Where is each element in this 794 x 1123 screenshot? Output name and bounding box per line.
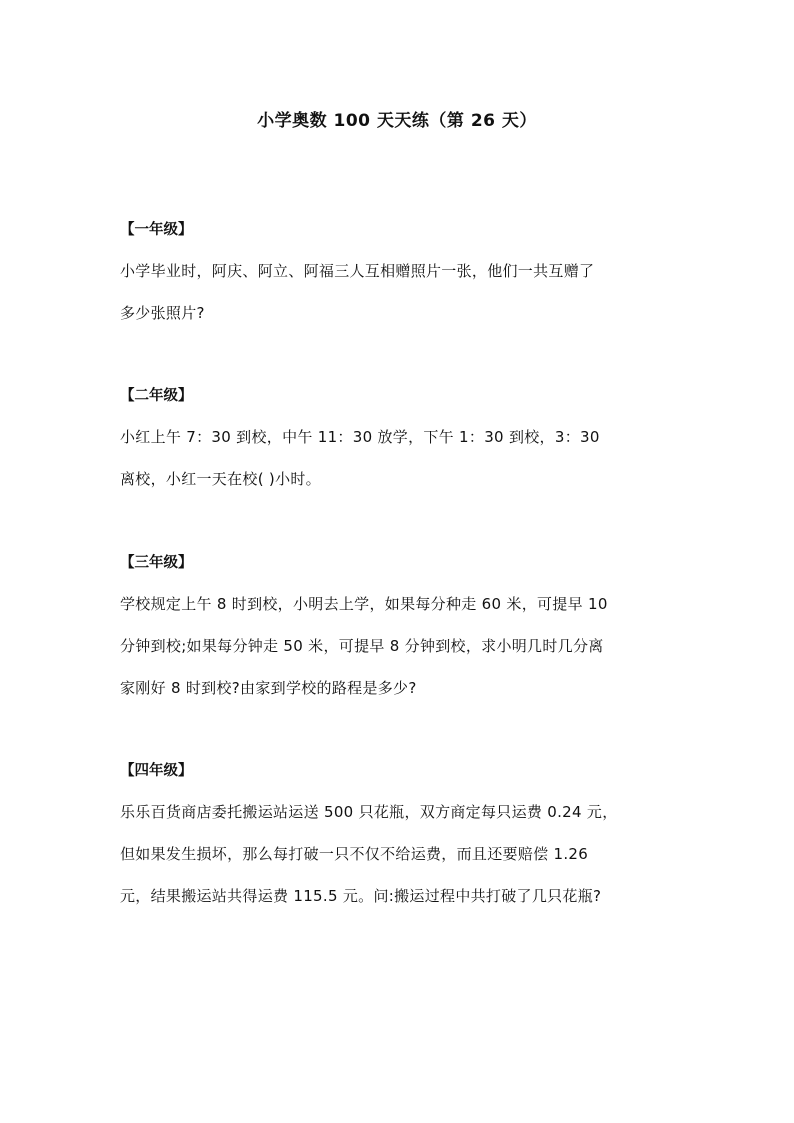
problem-text-line: 离校，小红一天在校( )小时。 xyxy=(120,470,321,488)
problem-text-line: 多少张照片? xyxy=(120,304,205,322)
grade-heading: 【三年级】 xyxy=(120,555,193,571)
section-grade-2 xyxy=(120,385,700,511)
problem-text-line: 元，结果搬运站共得运费 115.5 元。问:搬运过程中共打破了几只花瓶? xyxy=(120,887,602,905)
section-grade-3 xyxy=(120,552,700,720)
problem-text-line: 但如果发生损坏，那么每打破一只不仅不给运费，而且还要赔偿 1.26 xyxy=(120,845,589,863)
problem-text-line: 乐乐百货商店委托搬运站运送 500 只花瓶，双方商定每只运费 0.24 元， xyxy=(120,803,618,821)
problem-text-line: 分钟到校;如果每分钟走 50 米，可提早 8 分钟到校，求小明几时几分离 xyxy=(120,637,604,655)
problem-text-line: 小红上午 7：30 到校，中午 11：30 放学，下午 1：30 到校，3：30 xyxy=(120,428,600,446)
section-grade-4 xyxy=(120,760,700,928)
problem-text-line: 家刚好 8 时到校?由家到学校的路程是多少? xyxy=(120,679,417,697)
grade-heading: 【二年级】 xyxy=(120,388,193,404)
problem-text-line: 小学毕业时，阿庆、阿立、阿福三人互相赠照片一张，他们一共互赠了 xyxy=(120,262,595,280)
page-title: 小学奥数 100 天天练（第 26 天） xyxy=(257,111,537,131)
grade-heading: 【四年级】 xyxy=(120,763,193,779)
problem-text-line: 学校规定上午 8 时到校，小明去上学，如果每分种走 60 米，可提早 10 xyxy=(120,595,608,613)
section-grade-1 xyxy=(120,219,700,345)
grade-heading: 【一年级】 xyxy=(120,222,193,238)
